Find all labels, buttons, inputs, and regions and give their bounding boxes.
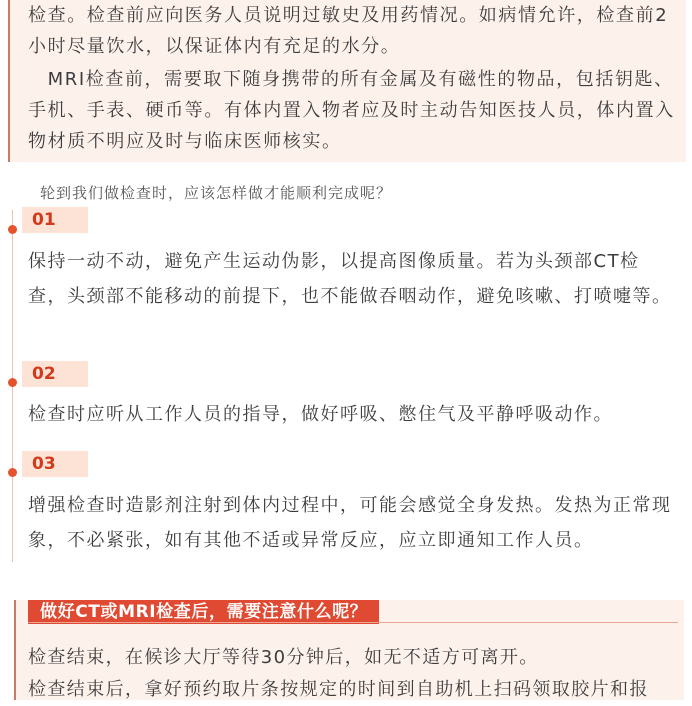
timeline-dot [8, 225, 17, 234]
step-3-text: 增强检查时造影剂注射到体内过程中，可能会感觉全身发热。发热为正常现象，不必紧张，如有其他不适或异常反应，应立即通知工作人员。 [28, 495, 672, 551]
timeline-dot [8, 378, 17, 387]
prep-paragraph-1: 检查。检查前应向医务人员说明过敏史及用药情况。如病情允许，检查前2小时尽量饮水，以保证体内有充足的水分。 [28, 5, 669, 57]
after-section-heading: 做好CT或MRI检查后，需要注意什么呢？ [28, 600, 379, 624]
after-line-2: 检查结束后，拿好预约取片条按规定的时间到自助机上扫码领取胶片和报 [28, 679, 649, 700]
during-intro: 轮到我们做检查时，应该怎样做才能顺利完成呢？ [40, 184, 393, 202]
after-line-1: 检查结束，在候诊大厅等待30分钟后，如无不适方可离开。 [28, 647, 539, 668]
step-number-badge: 03 [22, 451, 88, 477]
prep-paragraph-2: MRI检查前，需要取下随身携带的所有金属及有磁性的物品，包括钥匙、手机、手表、硬币等。有体内置入物者应及时主动告知医技人员，体内置入物材质不明应及时与临床医师核实。 [28, 69, 675, 152]
after-panel-border [14, 600, 16, 700]
step-2-text: 检查时应听从工作人员的指导，做好呼吸、憋住气及平静呼吸动作。 [28, 404, 613, 425]
step-1-text: 保持一动不动，避免产生运动伪影，以提高图像质量。若为头颈部CT检查，头颈部不能移动的前提下，也不能做吞咽动作，避免咳嗽、打喷嚏等。 [28, 251, 672, 307]
step-number-badge: 01 [22, 207, 88, 233]
prep-notes-panel [8, 0, 686, 162]
timeline-dot [8, 468, 17, 477]
heading-divider [28, 622, 678, 623]
step-number-badge: 02 [22, 361, 88, 387]
